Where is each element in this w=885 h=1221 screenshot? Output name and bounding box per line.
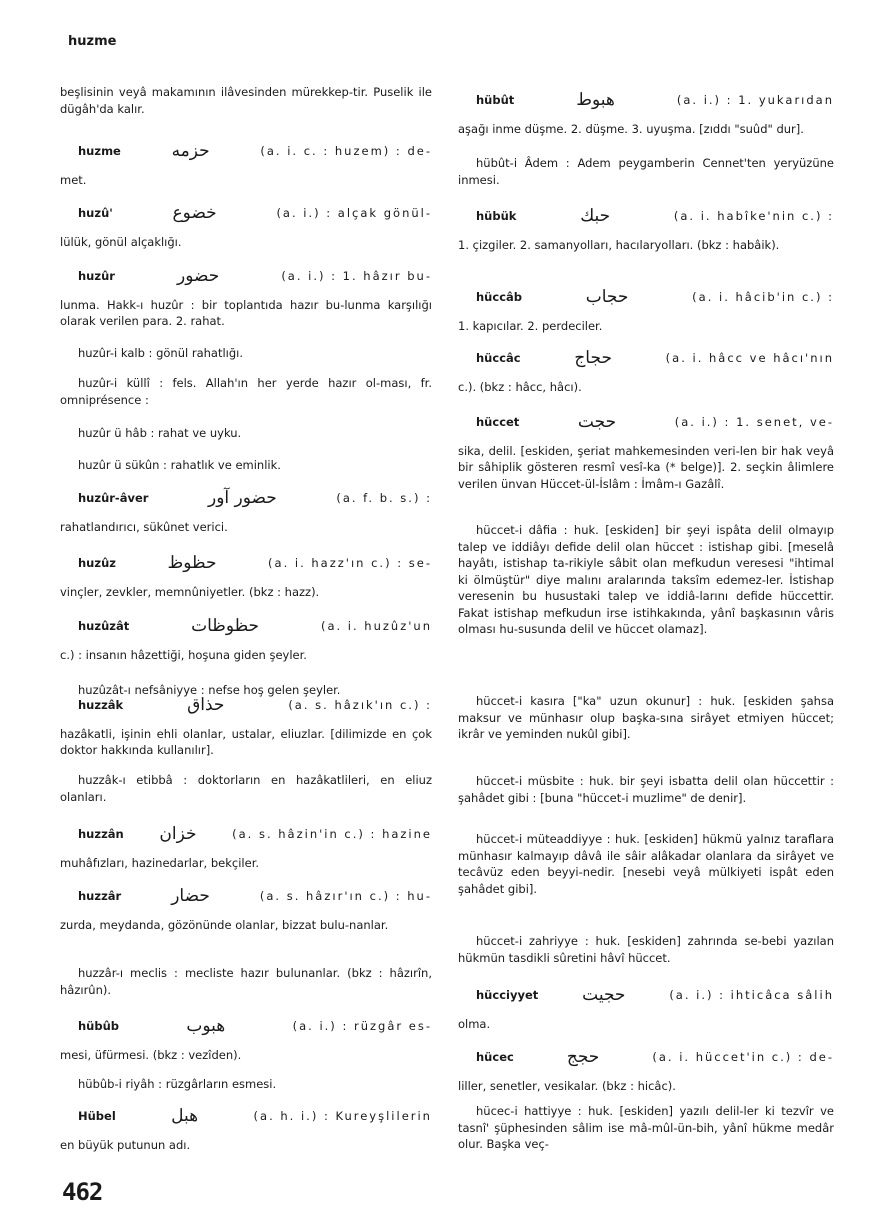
definition-text: huzûr-i kalb : gönül rahatlığı. [78, 346, 244, 360]
entry-hucec [458, 1049, 834, 1094]
running-header: huzme [68, 34, 117, 49]
definition-text: hüccet-i müsbite : huk. bir şeyi isbatta delil olan hüccettir : şahâdet gibi : [buna "hüccet-i muzlime" de denir]. [458, 774, 834, 805]
grammar-note: (a. i.) : 1. senet, ve- [674, 415, 834, 429]
entry-head-line [60, 143, 432, 160]
definition-text: hübût-i Âdem : Adem peygamberin Cennet'ten yeryüzüne inmesi. [458, 156, 834, 187]
entry-huzur-u-sukun [60, 457, 432, 474]
arabic-script: هبل [171, 1106, 199, 1126]
grammar-note: (a. i. hüccet'in c.) : de- [652, 1050, 834, 1064]
entry-huzur-i-kulli [60, 375, 432, 408]
entry-head-line [60, 1018, 432, 1035]
headword: huzme [78, 144, 121, 158]
arabic-script: حجج [566, 1047, 600, 1067]
entry-hubub-i-riyah [60, 1076, 432, 1093]
grammar-note: (a. i.) : alçak gönül- [276, 206, 432, 220]
grammar-note: (a. i.) : 1. hâzır bu- [281, 269, 432, 283]
entry-head-line [458, 414, 834, 431]
headword: huzzâr [78, 889, 122, 903]
definition-text: liller, senetler, vesikalar. (bkz : hicâc). [458, 1078, 676, 1093]
entry-head-line [458, 208, 834, 225]
definition-text: lunma. Hakk-ı huzûr : bir toplantıda hazır bu-lunma karşılığı olarak verilen para. 2. rahat. [60, 297, 432, 328]
headword: hüccet [476, 415, 520, 429]
entry-huzu [60, 205, 432, 250]
headword: hücec [476, 1050, 514, 1064]
entry-huzur-u-hab [60, 425, 432, 442]
headword: Hübel [78, 1109, 116, 1123]
headword: huzûzât [78, 619, 130, 633]
entry-huccab [458, 289, 834, 334]
entry-huzuz [60, 555, 432, 600]
grammar-note: (a. i. hâcc ve hâcı'nın [665, 351, 834, 365]
entry-head-line [60, 205, 432, 222]
definition-text: zurda, meydanda, gözönünde olanlar, bizzat bulu-nanlar. [60, 917, 389, 932]
arabic-script: هبوب [186, 1016, 226, 1036]
definition-text: rahatlandırıcı, sükûnet verici. [60, 519, 228, 534]
definition-text: lülük, gönül alçaklığı. [60, 234, 182, 249]
arabic-script: حذاق [187, 695, 225, 715]
arabic-script: حضور [177, 266, 220, 286]
definition-text: c.). (bkz : hâcc, hâcı). [458, 379, 582, 394]
headword: huzûr-âver [78, 491, 149, 505]
arabic-script: حظوظ [167, 553, 217, 573]
definition-text: 1. çizgiler. 2. samanyolları, hacılaryolları. (bkz : habâik). [458, 237, 780, 252]
grammar-note: (a. i. c. : huzem) : de- [260, 144, 432, 158]
definition-text: hüccet-i kasıra ["ka" uzun okunur] : huk. [eskiden şahsa maksur ve münhasır olup başka-sına sirâyet etmiyen hüccet; ikrâr ve yeminden nukûl gibi]. [458, 694, 834, 741]
grammar-note: (a. s. hâzık'ın c.) : [288, 698, 432, 712]
grammar-note: (a. i. huzûz'un [320, 619, 432, 633]
entry-hubuk [458, 208, 834, 253]
headword: hübût [476, 93, 515, 107]
arabic-script: حضور آور [207, 488, 277, 508]
entry-huccet-i-kasira [458, 693, 834, 743]
entry-huzzar-i-meclis [60, 965, 432, 998]
definition-text: c.) : insanın hâzettiği, hoşuna giden şeyler. [60, 647, 307, 662]
definition-text: hübûb-i riyâh : rüzgârların esmesi. [78, 1077, 277, 1091]
entry-huccac [458, 350, 834, 395]
page-number: 462 [62, 1178, 103, 1206]
entry-head-line [60, 268, 432, 285]
arabic-script: حظوظات [191, 616, 260, 636]
headword: huzûr [78, 269, 115, 283]
definition-text: hücec-i hattiyye : huk. [eskiden] yazılı delil-ler ki tezvîr ve tasnî' şüphesinden sâlim ise mâ-mûl-ün-bih, yânî hükme medâr olur. Başka veç- [458, 1104, 834, 1151]
entry-head-line [60, 1108, 432, 1125]
entry-head-line [458, 92, 834, 109]
definition-text: huzûr-i küllî : fels. Allah'ın her yerde hazır ol-ması, fr. omniprésence : [60, 376, 432, 407]
entry-head-line [60, 618, 432, 635]
headword: hübûb [78, 1019, 120, 1033]
entry-huccet-i-musbite [458, 773, 834, 806]
arabic-script: حضار [171, 886, 210, 906]
definition-text: hüccet-i zahriyye : huk. [eskiden] zahrında se-bebi yazılan hükmün tasdikli sûretini hâvî hüccet. [458, 934, 834, 965]
definition-text: 1. kapıcılar. 2. perdeciler. [458, 318, 603, 333]
entry-head-line [458, 1049, 834, 1066]
arabic-script: حزمه [171, 141, 210, 161]
arabic-script: حجت [577, 412, 617, 432]
definition-text: mesi, üfürmesi. (bkz : vezîden). [60, 1047, 242, 1062]
headword: hübük [476, 209, 517, 223]
entry-huzzar [60, 888, 432, 933]
entry-head-line [60, 888, 432, 905]
definition-text: sika, delil. [eskiden, şeriat mahkemesinden veri-len bir hak veyâ bir sâhiplik gösteren resmî vesî-ka (* belge)]. 2. seçkin âlimlere verilen ünvan Hüccet-ül-İslâm : İmâm-ı Gazâlî. [458, 443, 834, 491]
definition-text: en büyük putunun adı. [60, 1137, 191, 1152]
entry-huzme [60, 143, 432, 188]
definition-text: hüccet-i dâfia : huk. [eskiden] bir şeyi ispâta delil olmayıp talep ve iddiâyı defide delil olan hüccet : istishap gibi. [meselâ hayâtı, istishap ta-rikiyle sâbit olan mefkudun veresesi "ihtimal ki ölmüştür" diye malını aralarında taksîm edemez-ler. İstishap veresenin bu husustaki talep ve iddiâ-larını defide hüccettir. Fakat istishap mefkudun irse istihkakında, yânî başkasının vâris olması hu-susunda delil ve hüccet olamaz]. [458, 523, 834, 636]
definition-text: vinçler, zevkler, memnûniyetler. (bkz : hazz). [60, 584, 320, 599]
entry-head-line [458, 289, 834, 306]
definition-text: hazâkatli, işinin ehli olanlar, ustalar, eliuzlar. [dilimizde en çok doktor hakkında kullanılır]. [60, 726, 432, 757]
headword: hüccâc [476, 351, 521, 365]
grammar-note: (a. i.) : 1. yukarıdan [676, 93, 834, 107]
grammar-note: (a. i. hazz'ın c.) : se- [268, 556, 432, 570]
arabic-script: حبك [580, 206, 611, 226]
arabic-script: حجاب [585, 287, 629, 307]
grammar-note: (a. s. hâzin'in c.) : hazine [232, 827, 432, 841]
entry-cont [60, 84, 432, 117]
entry-head-line [60, 826, 432, 843]
entry-hubel [60, 1108, 432, 1153]
grammar-note: (a. i.) : rüzgâr es- [292, 1019, 432, 1033]
arabic-script: هبوط [576, 90, 615, 110]
right-column [458, 0, 834, 1221]
entry-hubut-i-adem [458, 155, 834, 188]
arabic-script: خزان [159, 824, 197, 844]
entry-hubub [60, 1018, 432, 1063]
entry-head-line [60, 555, 432, 572]
grammar-note: (a. f. b. s.) : [336, 491, 432, 505]
entry-huzur [60, 268, 432, 330]
grammar-note: (a. i.) : ihticâca sâlih [669, 988, 834, 1002]
grammar-note: (a. i. habîke'nin c.) : [673, 209, 834, 223]
headword: huzzân [78, 827, 124, 841]
definition-text: hüccet-i müteaddiyye : huk. [eskiden] hükmü yalnız taraflara münhasır kalmayıp dâvâ ile sâir alâkadar olanlara da sirâyet ve tecâvüz eden beyyi-nedir. [nesebi veyâ mülkiyeti ispât eden şahâdet gibi]. [458, 832, 834, 896]
definition-text: beşlisinin veyâ makamının ilâvesinden mürekkep-tir. Puselik ile dügâh'da kalır. [60, 85, 432, 116]
grammar-note: (a. s. hâzır'ın c.) : hu- [259, 889, 432, 903]
definition-text: muhâfızları, hazinedarlar, bekçiler. [60, 855, 260, 870]
headword: huzûz [78, 556, 116, 570]
entry-huzzak [60, 697, 432, 759]
definition-text: aşağı inme düşme. 2. düşme. 3. uyuşma. [zıddı "suûd" dur]. [458, 121, 804, 136]
entry-head-line [458, 987, 834, 1004]
entry-head-line [60, 490, 432, 507]
arabic-script: حجاج [574, 348, 612, 368]
left-column [60, 0, 432, 1221]
headword: huzzâk [78, 698, 124, 712]
definition-text: huzzâr-ı meclis : mecliste hazır bulunanlar. (bkz : hâzırîn, hâzırûn). [60, 966, 432, 997]
definition-text: olma. [458, 1016, 491, 1031]
headword: hücciyyet [476, 988, 539, 1002]
headword: huzû' [78, 206, 113, 220]
entry-hucciyyet [458, 987, 834, 1032]
entry-huccet-i-dafia [458, 522, 834, 638]
entry-huzzak-i-etibba [60, 772, 432, 805]
headword: hüccâb [476, 290, 522, 304]
definition-text: met. [60, 172, 87, 187]
grammar-note: (a. h. i.) : Kureyşlilerin [253, 1109, 432, 1123]
arabic-script: حجيت [582, 985, 626, 1005]
entry-hucec-i-hattiyye [458, 1103, 834, 1153]
entry-huzzan [60, 826, 432, 871]
entry-huzur-i-kalb [60, 345, 432, 362]
entry-head-line [458, 350, 834, 367]
entry-huzur-aver [60, 490, 432, 535]
definition-text: huzûr ü hâb : rahat ve uyku. [78, 426, 242, 440]
entry-hubut [458, 92, 834, 137]
grammar-note: (a. i. hâcib'in c.) : [692, 290, 834, 304]
entry-huccet-i-zahriyye [458, 933, 834, 966]
definition-text: huzûr ü sükûn : rahatlık ve eminlik. [78, 458, 281, 472]
entry-huccet [458, 414, 834, 492]
entry-head-line [60, 697, 432, 714]
definition-text: huzûzât-ı nefsâniyye : nefse hoş gelen şeyler. [78, 683, 341, 697]
definition-text: huzzâk-ı etibbâ : doktorların en hazâkatlileri, en eliuz olanları. [60, 773, 432, 804]
arabic-script: خضوع [172, 203, 217, 223]
entry-huzuzat [60, 618, 432, 663]
entry-huccet-i-muteaddiyye [458, 831, 834, 897]
